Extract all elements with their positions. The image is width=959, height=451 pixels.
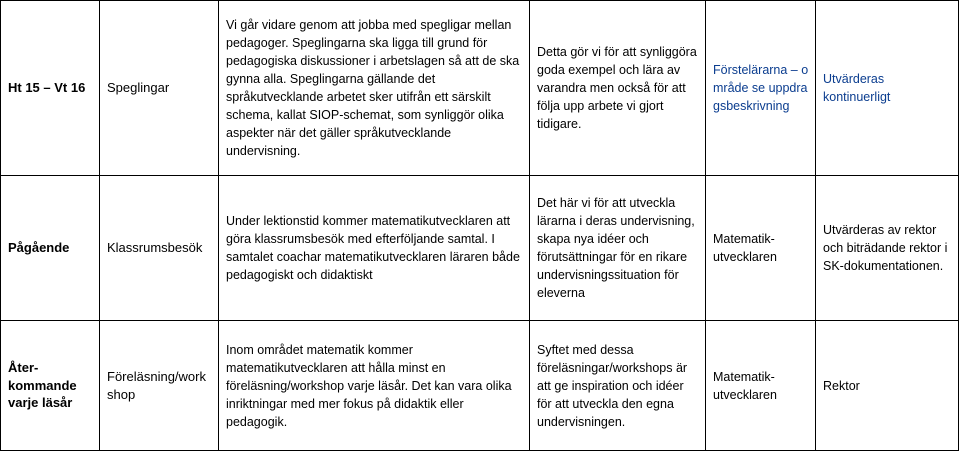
activity-cell: Klassrumsbesök xyxy=(107,240,203,256)
responsible-cell-wrap xyxy=(706,1,815,175)
evaluation-cell-wrap xyxy=(816,176,958,320)
description-cell-wrap xyxy=(219,321,529,450)
purpose-cell-wrap xyxy=(530,176,705,320)
responsible-cell: Matematik-utvecklaren xyxy=(713,232,777,264)
evaluation-cell-wrap xyxy=(816,1,958,175)
description-cell-wrap xyxy=(219,176,529,320)
table-row xyxy=(1,321,99,450)
responsible-cell-wrap xyxy=(706,176,815,320)
activity-cell-wrap xyxy=(100,176,218,320)
purpose-cell: Syftet med dessa föreläsningar/workshops är att ge inspiration och idéer för att utveckla den egna undervisningen. xyxy=(537,342,688,429)
responsible-cell: Förstelärarna – område se uppdragsbeskrivning xyxy=(713,63,809,113)
responsible-cell: Matematik-utvecklaren xyxy=(713,369,777,402)
period-cell: Pågående xyxy=(8,240,70,256)
purpose-cell-wrap xyxy=(530,321,705,450)
evaluation-cell: Rektor xyxy=(823,378,860,393)
table-row xyxy=(1,1,99,175)
activity-cell: Föreläsning/workshop xyxy=(107,369,206,402)
description-cell: Vi går vidare genom att jobba med spegligar mellan pedagoger. Speglingarna ska ligga till grund för pedagogiska diskussioner i arbetslagen så att de ska gynna alla. Speglingarna gällande det språkutvecklande arbetet sker utifrån ett särskilt schema, kallat SIOP-schemat, som synliggör olika aspekter när det gäller språkutvecklande undervisning. xyxy=(226,18,520,158)
evaluation-cell: Utvärderas kontinuerligt xyxy=(823,72,891,104)
responsible-cell-wrap xyxy=(706,321,815,450)
period-cell: Åter-kommande varje läsår xyxy=(8,360,77,411)
description-cell: Inom området matematik kommer matematikutvecklaren att hålla minst en föreläsning/workshop varje läsår. Det kan vara olika inriktningar med mer fokus på didaktik eller pedagogik. xyxy=(226,342,512,429)
purpose-cell-wrap xyxy=(530,1,705,175)
description-cell: Under lektionstid kommer matematikutvecklaren att göra klassrumsbesök med efterföljande samtal. I samtalet coachar matematikutvecklaren läraren både pedagogiskt och didaktiskt xyxy=(226,214,520,282)
activity-cell-wrap xyxy=(100,321,218,450)
evaluation-cell: Utvärderas av rektor och biträdande rektor i SK-dokumentationen. xyxy=(823,223,948,273)
purpose-cell: Detta gör vi för att synliggöra goda exempel och lära av varandra men också för att följa upp arbete vi gjort tidigare. xyxy=(537,45,697,131)
purpose-cell: Det här vi för att utveckla lärarna i deras undervisning, skapa nya idéer och förutsättningar för en rikare undervisningssituation för eleverna xyxy=(537,196,695,300)
activity-cell: Speglingar xyxy=(107,80,170,96)
table-row xyxy=(1,176,99,320)
activity-cell-wrap xyxy=(100,1,218,175)
period-cell: Ht 15 – Vt 16 xyxy=(8,80,86,96)
evaluation-cell-wrap xyxy=(816,321,958,450)
description-cell-wrap xyxy=(219,1,529,175)
